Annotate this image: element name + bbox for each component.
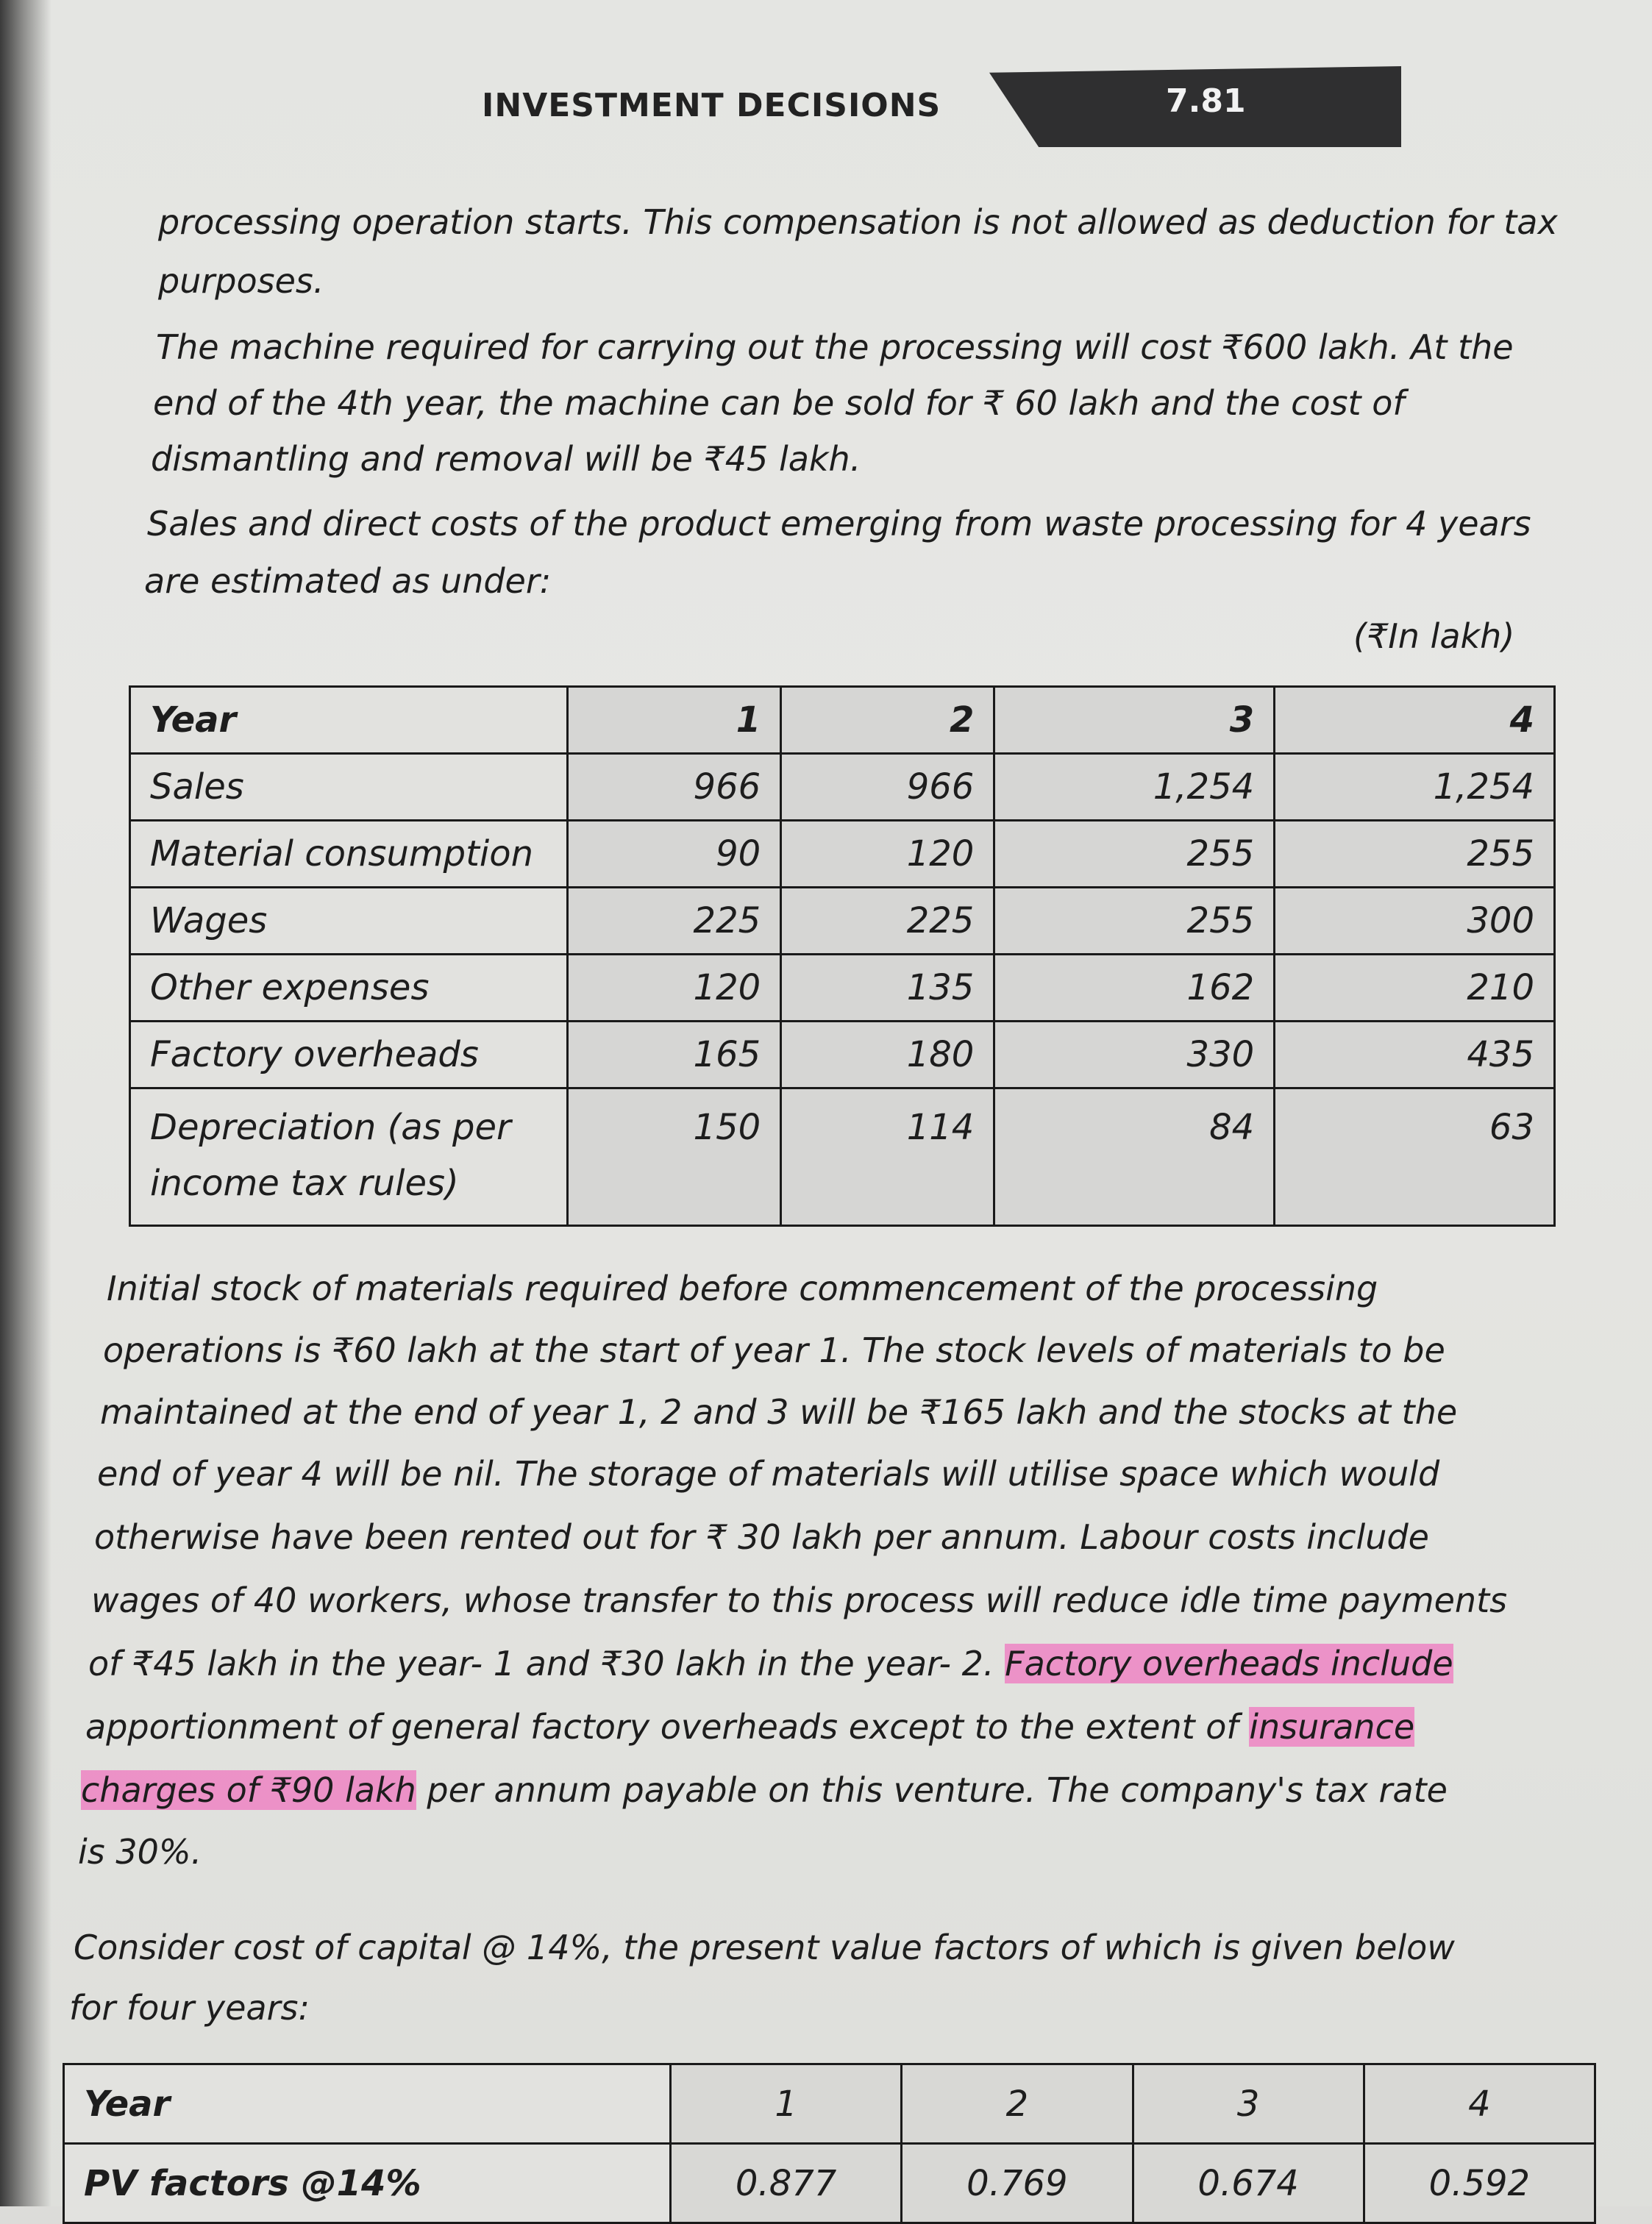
table-cell: 1,254 — [994, 754, 1275, 821]
table-cell: 180 — [781, 1022, 994, 1088]
depreciation-label-line: Depreciation (as per — [150, 1107, 511, 1148]
table-cell: 162 — [994, 955, 1275, 1022]
paragraph-line: wages of 40 workers, whose transfer to this process will reduce idle time payments — [91, 1580, 1508, 1620]
table-cell: 4 — [1364, 2064, 1595, 2144]
table-cell: 0.674 — [1133, 2144, 1364, 2223]
paragraph-line — [81, 1761, 1448, 1820]
table-cell: 4 — [1275, 687, 1555, 754]
depreciation-label-line: income tax rules) — [150, 1163, 459, 1204]
table-cell: 2 — [902, 2064, 1133, 2144]
table-header-row — [64, 2064, 1595, 2144]
paragraph-text: apportionment of general factory overheads except to the extent of — [85, 1707, 1250, 1747]
paragraph-line: maintained at the end of year 1, 2 and 3 will be ₹165 lakh and the stocks at the — [100, 1392, 1458, 1432]
table-row — [130, 821, 1555, 888]
paragraph-text: per annum payable on this venture. The company's tax rate — [416, 1770, 1448, 1810]
table-cell: 120 — [568, 955, 781, 1022]
highlighted-text: charges of ₹90 lakh — [81, 1770, 416, 1810]
paragraph-line — [85, 1697, 1414, 1756]
table-cell: 3 — [1133, 2064, 1364, 2144]
table-cell: 135 — [781, 955, 994, 1022]
table-cell: Material consumption — [130, 821, 568, 888]
table-cell: PV factors @14% — [64, 2144, 671, 2223]
paragraph-line: Initial stock of materials required before commencement of the processing — [107, 1269, 1378, 1308]
table-cell: 255 — [1275, 821, 1555, 888]
table-cell: 0.769 — [902, 2144, 1133, 2223]
table-cell: Year — [130, 687, 568, 754]
table-row — [130, 1022, 1555, 1088]
paragraph-line: Sales and direct costs of the product emerging from waste processing for 4 years — [147, 504, 1531, 543]
paragraph-line: otherwise have been rented out for ₹ 30 lakh per annum. Labour costs include — [94, 1517, 1429, 1557]
table-cell: 0.877 — [671, 2144, 902, 2223]
paragraph-line: purposes. — [158, 261, 324, 301]
table-cell: 225 — [568, 888, 781, 955]
table-cell: 3 — [994, 687, 1275, 754]
table-cell: 300 — [1275, 888, 1555, 955]
paragraph-text: of ₹45 lakh in the year- 1 and ₹30 lakh in the year- 2. — [88, 1644, 1005, 1683]
paragraph-line: The machine required for carrying out the processing will cost ₹600 lakh. At the — [156, 327, 1514, 367]
table-cell: 255 — [994, 821, 1275, 888]
cost-table — [129, 685, 1556, 1227]
table-cell: Wages — [130, 888, 568, 955]
table-cell: 150 — [568, 1088, 781, 1226]
page-shadow — [0, 0, 51, 2206]
table-cell: 2 — [781, 687, 994, 754]
table-cell: 210 — [1275, 955, 1555, 1022]
paragraph-line: end of year 4 will be nil. The storage of materials will utilise space which would — [97, 1454, 1440, 1494]
table-row — [130, 888, 1555, 955]
table-cell: Sales — [130, 754, 568, 821]
table-cell: 966 — [568, 754, 781, 821]
table-cell: Factory overheads — [130, 1022, 568, 1088]
paragraph-line: for four years: — [69, 1988, 310, 2028]
table-cell: 90 — [568, 821, 781, 888]
table-row — [64, 2144, 1595, 2223]
table-row — [130, 754, 1555, 821]
paragraph-line: processing operation starts. This compensation is not allowed as deduction for tax — [158, 202, 1558, 242]
table-cell: 63 — [1275, 1088, 1555, 1226]
table-header-row — [130, 687, 1555, 754]
table-cell: 114 — [781, 1088, 994, 1226]
table-cell: 966 — [781, 754, 994, 821]
table-cell: 120 — [781, 821, 994, 888]
table-cell: 0.592 — [1364, 2144, 1595, 2223]
table-cell: 330 — [994, 1022, 1275, 1088]
paragraph-line: dismantling and removal will be ₹45 lakh. — [151, 439, 861, 479]
table-cell: 435 — [1275, 1022, 1555, 1088]
table-cell: 1 — [568, 687, 781, 754]
table-cell: Year — [64, 2064, 671, 2144]
paragraph-line: are estimated as under: — [144, 561, 552, 601]
table-cell: 1 — [671, 2064, 902, 2144]
table-cell: 1,254 — [1275, 754, 1555, 821]
unit-note: (₹In lakh) — [1353, 616, 1515, 656]
page-number: 7.81 — [1166, 82, 1246, 120]
table-row — [130, 955, 1555, 1022]
paragraph-line: Consider cost of capital @ 14%, the present value factors of which is given below — [74, 1928, 1455, 1967]
paragraph-line — [88, 1634, 1453, 1693]
paragraph-line: end of the 4th year, the machine can be sold for ₹ 60 lakh and the cost of — [153, 383, 1405, 423]
table-cell: 255 — [994, 888, 1275, 955]
chapter-title: INVESTMENT DECISIONS — [482, 87, 941, 124]
table-cell: 84 — [994, 1088, 1275, 1226]
table-cell: 225 — [781, 888, 994, 955]
highlighted-text: Factory overheads include — [1005, 1644, 1453, 1683]
table-cell: 165 — [568, 1022, 781, 1088]
pv-table — [63, 2063, 1596, 2224]
table-cell: Other expenses — [130, 955, 568, 1022]
paragraph-line: operations is ₹60 lakh at the start of year 1. The stock levels of materials to be — [103, 1330, 1445, 1370]
table-row — [130, 1088, 1555, 1226]
highlighted-text: insurance — [1249, 1707, 1415, 1747]
table-cell — [130, 1088, 568, 1226]
paragraph-line: is 30%. — [78, 1832, 202, 1872]
